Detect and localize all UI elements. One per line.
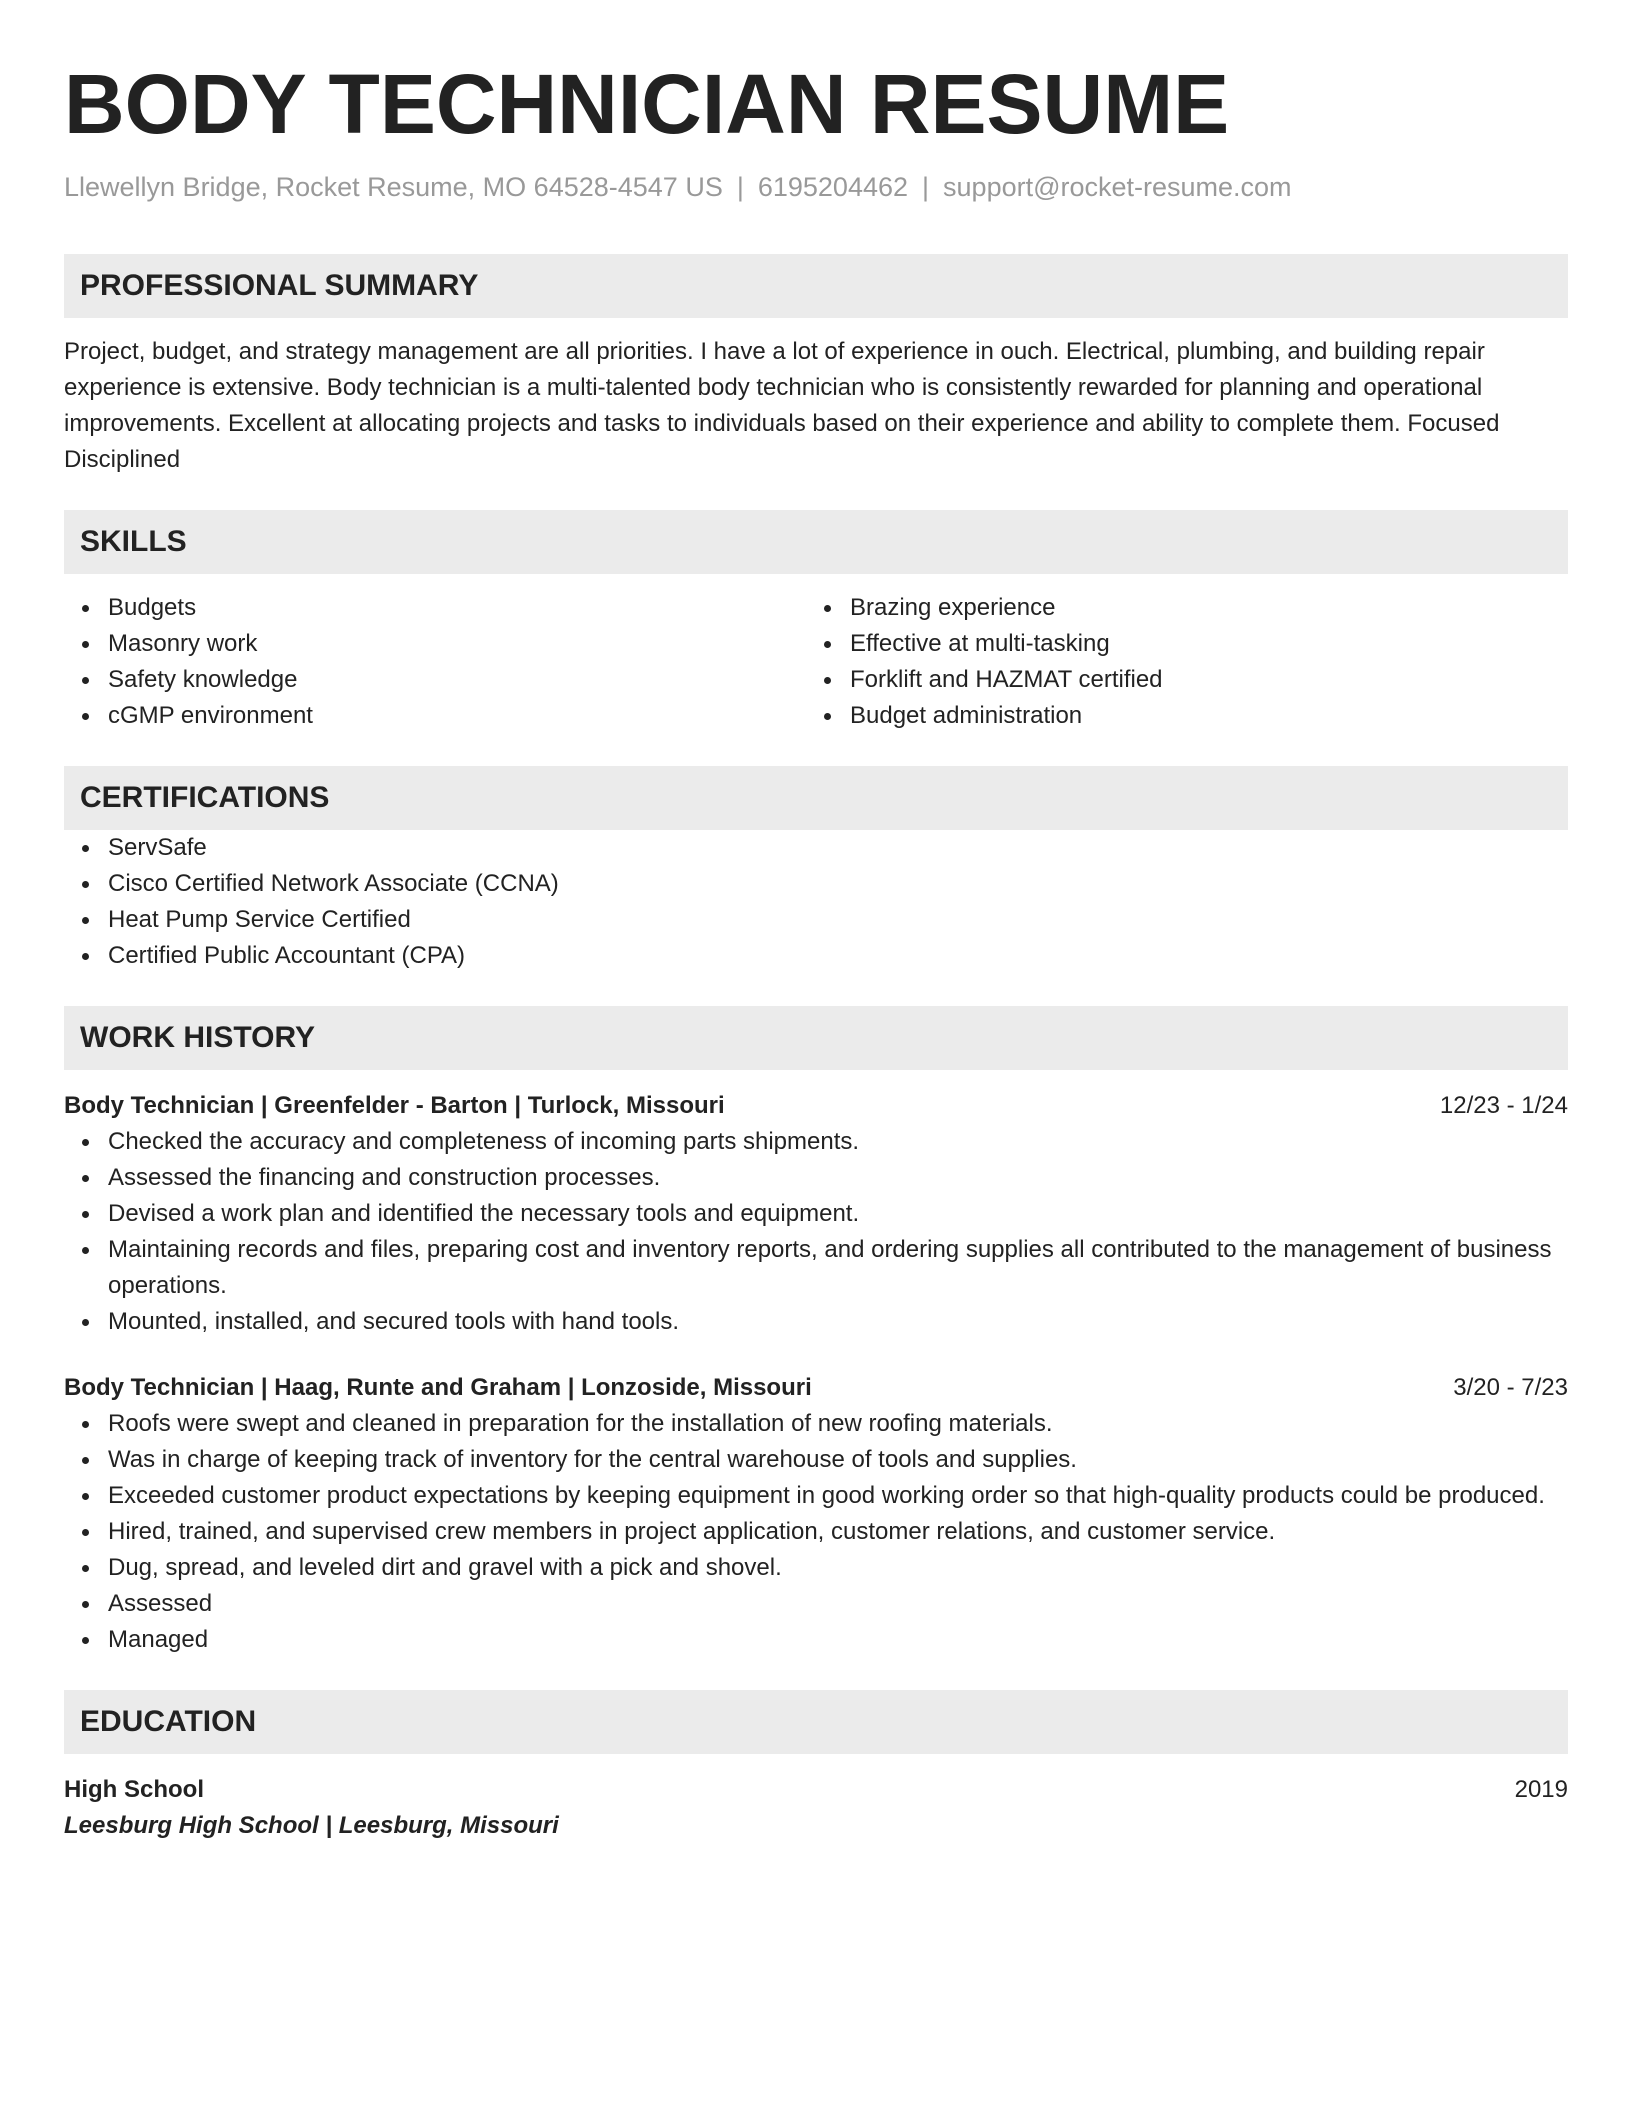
contact-address: Llewellyn Bridge, Rocket Resume, MO 64528-4547 US [64, 172, 723, 202]
job-dates: 3/20 - 7/23 [1453, 1374, 1568, 1401]
certification-item: Heat Pump Service Certified [64, 902, 1568, 938]
skill-item: Masonry work [64, 626, 806, 662]
job-entry [64, 1088, 1568, 1340]
skill-item: Forklift and HAZMAT certified [806, 662, 1548, 698]
contact-separator: | [736, 172, 744, 202]
contact-phone: 6195204462 [757, 172, 909, 202]
job-header [64, 1370, 1568, 1406]
skill-item: Budget administration [806, 698, 1548, 734]
job-duty: Exceeded customer product expectations by keeping equipment in good working order so that high-quality products could be produced. [64, 1478, 1568, 1514]
education-degree: High School [64, 1776, 204, 1803]
job-duty: Checked the accuracy and completeness of incoming parts shipments. [64, 1124, 1568, 1160]
certification-item: Cisco Certified Network Associate (CCNA) [64, 866, 1568, 902]
job-duty: Assessed the financing and construction processes. [64, 1160, 1568, 1196]
certifications-heading: CERTIFICATIONS [64, 766, 1568, 830]
skill-item: cGMP environment [64, 698, 806, 734]
resume-page [64, 56, 1568, 1844]
job-duty: Was in charge of keeping track of inventory for the central warehouse of tools and supplies. [64, 1442, 1568, 1478]
summary-heading: PROFESSIONAL SUMMARY [64, 254, 1568, 318]
job-duty: Hired, trained, and supervised crew members in project application, customer relations, and customer service. [64, 1514, 1568, 1550]
education-header [64, 1772, 1568, 1808]
skill-item: Safety knowledge [64, 662, 806, 698]
skills-list-left [64, 590, 806, 734]
education-entry [64, 1772, 1568, 1844]
job-duty: Maintaining records and files, preparing cost and inventory reports, and ordering supplies all contributed to the management of business operations. [64, 1232, 1568, 1304]
job-duty: Managed [64, 1622, 1568, 1658]
job-duty: Assessed [64, 1586, 1568, 1622]
job-duties-list [64, 1406, 1568, 1658]
certification-item: Certified Public Accountant (CPA) [64, 938, 1568, 974]
education-school: Leesburg High School | Leesburg, Missouri [64, 1812, 559, 1839]
contact-separator: | [922, 172, 930, 202]
skills-column-right [806, 590, 1548, 734]
work-history-heading: WORK HISTORY [64, 1006, 1568, 1070]
certifications-list [64, 830, 1568, 974]
job-dates: 12/23 - 1/24 [1439, 1092, 1568, 1119]
job-duty: Roofs were swept and cleaned in preparation for the installation of new roofing materials. [64, 1406, 1568, 1442]
job-title: Body Technician | Greenfelder - Barton | Turlock, Missouri [64, 1092, 725, 1119]
job-duty: Mounted, installed, and secured tools with hand tools. [64, 1304, 1568, 1340]
education-heading: EDUCATION [64, 1690, 1568, 1754]
contact-line [64, 170, 1568, 204]
job-entry [64, 1370, 1568, 1658]
skills-column-left [64, 590, 806, 734]
skill-item: Brazing experience [806, 590, 1548, 626]
summary-text: Project, budget, and strategy management are all priorities. I have a lot of experience in ouch. Electrical, plumbing, and building repair experience is extensive. Body technician is a multi-talented body technician who is consistently rewarded for planning and operational improvements. Excellent at allocating projects and tasks to individuals based on their experience and ability to complete them. Focused Disciplined [64, 338, 1500, 473]
skills-heading: SKILLS [64, 510, 1568, 574]
job-header [64, 1088, 1568, 1124]
skills-list-right [806, 590, 1548, 734]
job-title: Body Technician | Haag, Runte and Graham | Lonzoside, Missouri [64, 1374, 812, 1401]
education-year: 2019 [1514, 1776, 1568, 1803]
resume-title: BODY TECHNICIAN RESUME [64, 57, 1230, 151]
job-duties-list [64, 1124, 1568, 1340]
skill-item: Budgets [64, 590, 806, 626]
certification-item: ServSafe [64, 830, 1568, 866]
contact-email: support@rocket-resume.com [943, 172, 1292, 202]
skill-item: Effective at multi-tasking [806, 626, 1548, 662]
job-duty: Devised a work plan and identified the necessary tools and equipment. [64, 1196, 1568, 1232]
job-duty: Dug, spread, and leveled dirt and gravel with a pick and shovel. [64, 1550, 1568, 1586]
skills-grid [64, 590, 1568, 734]
